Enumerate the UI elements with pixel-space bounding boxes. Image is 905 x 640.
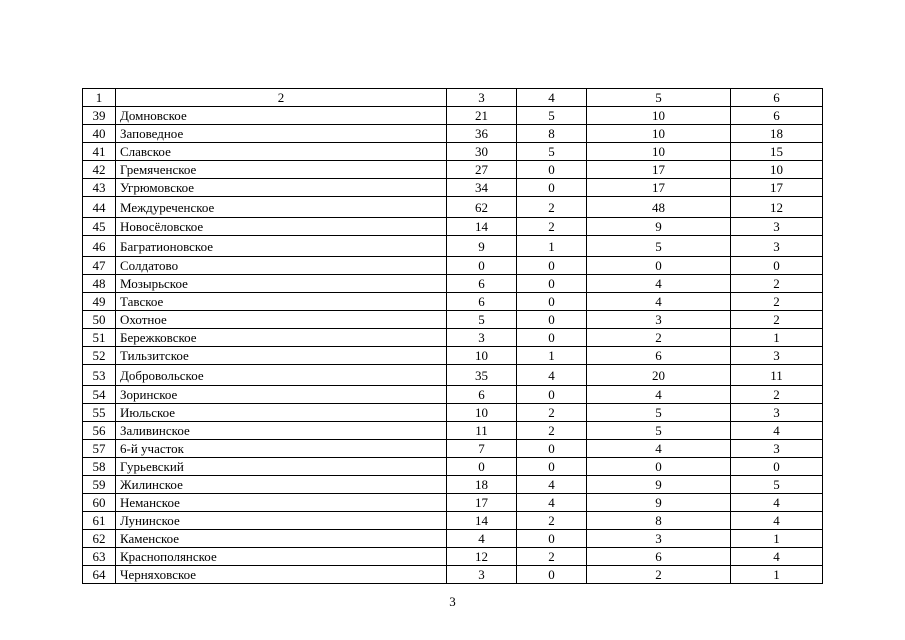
row-number-cell: 52	[83, 347, 116, 365]
col4-cell: 5	[517, 107, 587, 125]
row-number-cell: 54	[83, 386, 116, 404]
row-number-cell: 60	[83, 494, 116, 512]
settlement-name-cell: Славское	[116, 143, 447, 161]
col4-cell: 2	[517, 512, 587, 530]
col6-cell: 1	[731, 329, 823, 347]
col6-cell: 5	[731, 476, 823, 494]
col4-cell: 2	[517, 197, 587, 218]
col4-cell: 0	[517, 530, 587, 548]
col4-cell: 0	[517, 458, 587, 476]
table-row	[83, 566, 823, 584]
col5-cell: 0	[587, 458, 731, 476]
header-cell-col3: 3	[447, 89, 517, 107]
col4-cell: 0	[517, 329, 587, 347]
settlement-name-cell: Черняховское	[116, 566, 447, 584]
col4-cell: 2	[517, 404, 587, 422]
col5-cell: 17	[587, 161, 731, 179]
col6-cell: 1	[731, 566, 823, 584]
col6-cell: 3	[731, 236, 823, 257]
settlement-name-cell: Неманское	[116, 494, 447, 512]
table-row	[83, 143, 823, 161]
col6-cell: 10	[731, 161, 823, 179]
settlement-name-cell: Междуреченское	[116, 197, 447, 218]
settlement-name-cell: Мозырьское	[116, 275, 447, 293]
table-row	[83, 257, 823, 275]
col6-cell: 3	[731, 347, 823, 365]
col3-cell: 10	[447, 347, 517, 365]
table-row	[83, 458, 823, 476]
table-row	[83, 347, 823, 365]
col4-cell: 0	[517, 440, 587, 458]
col5-cell: 5	[587, 404, 731, 422]
col6-cell: 2	[731, 293, 823, 311]
settlement-name-cell: Жилинское	[116, 476, 447, 494]
row-number-cell: 50	[83, 311, 116, 329]
col4-cell: 0	[517, 293, 587, 311]
col6-cell: 1	[731, 530, 823, 548]
settlement-name-cell: Зоринское	[116, 386, 447, 404]
col5-cell: 9	[587, 476, 731, 494]
row-number-cell: 41	[83, 143, 116, 161]
table-row	[83, 440, 823, 458]
header-cell-number: 1	[83, 89, 116, 107]
col5-cell: 20	[587, 365, 731, 386]
col3-cell: 7	[447, 440, 517, 458]
settlement-name-cell: Заповедное	[116, 125, 447, 143]
row-number-cell: 39	[83, 107, 116, 125]
col3-cell: 4	[447, 530, 517, 548]
col4-cell: 1	[517, 347, 587, 365]
settlement-name-cell: Краснополянское	[116, 548, 447, 566]
table-row	[83, 125, 823, 143]
settlement-name-cell: 6-й участок	[116, 440, 447, 458]
col5-cell: 0	[587, 257, 731, 275]
col4-cell: 2	[517, 218, 587, 236]
table-row	[83, 548, 823, 566]
col5-cell: 6	[587, 548, 731, 566]
row-number-cell: 63	[83, 548, 116, 566]
table-row	[83, 329, 823, 347]
table-row	[83, 275, 823, 293]
col5-cell: 5	[587, 236, 731, 257]
col6-cell: 4	[731, 548, 823, 566]
row-number-cell: 51	[83, 329, 116, 347]
col3-cell: 5	[447, 311, 517, 329]
table-row	[83, 179, 823, 197]
col4-cell: 0	[517, 386, 587, 404]
row-number-cell: 48	[83, 275, 116, 293]
col3-cell: 0	[447, 458, 517, 476]
col4-cell: 0	[517, 566, 587, 584]
col3-cell: 18	[447, 476, 517, 494]
col3-cell: 14	[447, 218, 517, 236]
col5-cell: 2	[587, 329, 731, 347]
settlement-name-cell: Гурьевский	[116, 458, 447, 476]
col3-cell: 17	[447, 494, 517, 512]
col4-cell: 2	[517, 548, 587, 566]
col5-cell: 3	[587, 311, 731, 329]
col6-cell: 18	[731, 125, 823, 143]
col4-cell: 0	[517, 161, 587, 179]
col6-cell: 3	[731, 218, 823, 236]
settlement-name-cell: Солдатово	[116, 257, 447, 275]
col5-cell: 6	[587, 347, 731, 365]
col6-cell: 2	[731, 386, 823, 404]
settlement-name-cell: Угрюмовское	[116, 179, 447, 197]
table-row	[83, 365, 823, 386]
col5-cell: 10	[587, 125, 731, 143]
settlement-name-cell: Июльское	[116, 404, 447, 422]
col5-cell: 5	[587, 422, 731, 440]
col5-cell: 10	[587, 143, 731, 161]
col3-cell: 6	[447, 386, 517, 404]
col6-cell: 11	[731, 365, 823, 386]
col3-cell: 27	[447, 161, 517, 179]
row-number-cell: 59	[83, 476, 116, 494]
col6-cell: 2	[731, 275, 823, 293]
settlement-name-cell: Каменское	[116, 530, 447, 548]
col6-cell: 17	[731, 179, 823, 197]
col5-cell: 48	[587, 197, 731, 218]
table-row	[83, 476, 823, 494]
row-number-cell: 42	[83, 161, 116, 179]
col4-cell: 4	[517, 365, 587, 386]
col3-cell: 34	[447, 179, 517, 197]
row-number-cell: 57	[83, 440, 116, 458]
settlement-name-cell: Домновское	[116, 107, 447, 125]
settlement-name-cell: Бережковское	[116, 329, 447, 347]
header-cell-col4: 4	[517, 89, 587, 107]
table-row	[83, 293, 823, 311]
table-row	[83, 236, 823, 257]
table-row	[83, 386, 823, 404]
table-row	[83, 107, 823, 125]
col6-cell: 12	[731, 197, 823, 218]
col6-cell: 4	[731, 494, 823, 512]
col3-cell: 21	[447, 107, 517, 125]
col4-cell: 1	[517, 236, 587, 257]
col6-cell: 15	[731, 143, 823, 161]
col5-cell: 9	[587, 218, 731, 236]
table-header-row	[83, 89, 823, 107]
settlement-name-cell: Охотное	[116, 311, 447, 329]
col6-cell: 4	[731, 422, 823, 440]
col4-cell: 0	[517, 179, 587, 197]
row-number-cell: 49	[83, 293, 116, 311]
settlement-name-cell: Тильзитское	[116, 347, 447, 365]
header-cell-name: 2	[116, 89, 447, 107]
col3-cell: 36	[447, 125, 517, 143]
col5-cell: 4	[587, 293, 731, 311]
col5-cell: 10	[587, 107, 731, 125]
col3-cell: 3	[447, 566, 517, 584]
row-number-cell: 62	[83, 530, 116, 548]
col6-cell: 0	[731, 257, 823, 275]
table-body	[83, 89, 823, 584]
col5-cell: 9	[587, 494, 731, 512]
table-row	[83, 311, 823, 329]
table-row	[83, 218, 823, 236]
row-number-cell: 40	[83, 125, 116, 143]
col4-cell: 5	[517, 143, 587, 161]
table-row	[83, 512, 823, 530]
col4-cell: 4	[517, 494, 587, 512]
settlement-name-cell: Гремяченское	[116, 161, 447, 179]
col3-cell: 14	[447, 512, 517, 530]
col4-cell: 4	[517, 476, 587, 494]
col6-cell: 6	[731, 107, 823, 125]
table-row	[83, 530, 823, 548]
row-number-cell: 64	[83, 566, 116, 584]
row-number-cell: 43	[83, 179, 116, 197]
table-row	[83, 494, 823, 512]
table-row	[83, 404, 823, 422]
row-number-cell: 47	[83, 257, 116, 275]
col4-cell: 0	[517, 257, 587, 275]
row-number-cell: 61	[83, 512, 116, 530]
page-number: 3	[449, 594, 456, 609]
col5-cell: 2	[587, 566, 731, 584]
settlement-name-cell: Лунинское	[116, 512, 447, 530]
header-cell-col6: 6	[731, 89, 823, 107]
col5-cell: 17	[587, 179, 731, 197]
col6-cell: 3	[731, 404, 823, 422]
col5-cell: 4	[587, 440, 731, 458]
col3-cell: 6	[447, 275, 517, 293]
table-row	[83, 197, 823, 218]
col6-cell: 2	[731, 311, 823, 329]
col3-cell: 11	[447, 422, 517, 440]
col3-cell: 6	[447, 293, 517, 311]
col4-cell: 2	[517, 422, 587, 440]
col4-cell: 8	[517, 125, 587, 143]
col6-cell: 3	[731, 440, 823, 458]
header-cell-col5: 5	[587, 89, 731, 107]
table-row	[83, 161, 823, 179]
row-number-cell: 53	[83, 365, 116, 386]
col3-cell: 3	[447, 329, 517, 347]
col3-cell: 30	[447, 143, 517, 161]
settlement-name-cell: Тавское	[116, 293, 447, 311]
col3-cell: 12	[447, 548, 517, 566]
row-number-cell: 44	[83, 197, 116, 218]
col5-cell: 4	[587, 275, 731, 293]
col5-cell: 3	[587, 530, 731, 548]
col6-cell: 4	[731, 512, 823, 530]
row-number-cell: 55	[83, 404, 116, 422]
col3-cell: 10	[447, 404, 517, 422]
row-number-cell: 46	[83, 236, 116, 257]
col5-cell: 4	[587, 386, 731, 404]
col3-cell: 35	[447, 365, 517, 386]
col4-cell: 0	[517, 275, 587, 293]
col6-cell: 0	[731, 458, 823, 476]
col5-cell: 8	[587, 512, 731, 530]
data-table	[82, 88, 823, 584]
col3-cell: 0	[447, 257, 517, 275]
row-number-cell: 58	[83, 458, 116, 476]
col3-cell: 9	[447, 236, 517, 257]
row-number-cell: 45	[83, 218, 116, 236]
settlement-name-cell: Заливинское	[116, 422, 447, 440]
col3-cell: 62	[447, 197, 517, 218]
settlement-name-cell: Багратионовское	[116, 236, 447, 257]
col4-cell: 0	[517, 311, 587, 329]
table-row	[83, 422, 823, 440]
settlement-name-cell: Добровольское	[116, 365, 447, 386]
settlement-name-cell: Новосёловское	[116, 218, 447, 236]
row-number-cell: 56	[83, 422, 116, 440]
